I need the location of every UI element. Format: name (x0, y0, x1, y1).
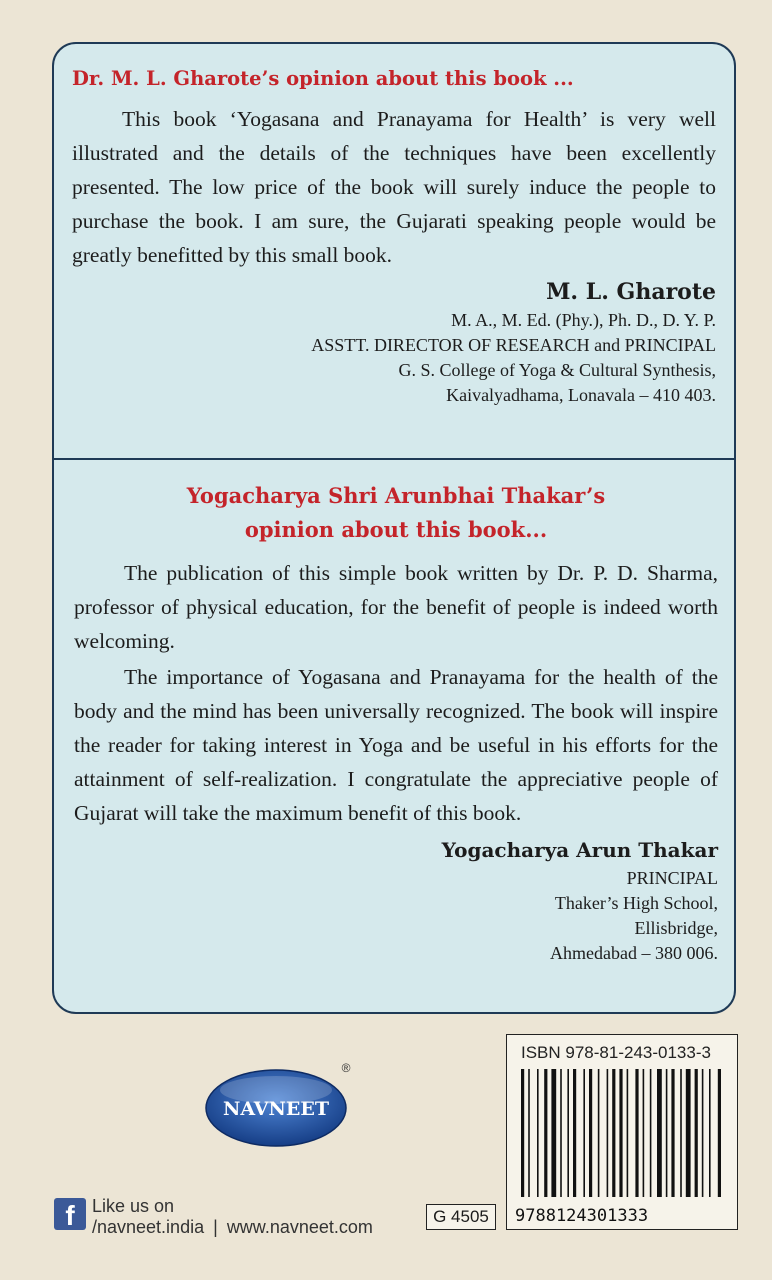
barcode-bar (607, 1069, 609, 1197)
product-code: G 4505 (426, 1204, 496, 1230)
barcode-bar (612, 1069, 615, 1197)
barcode-bar (627, 1069, 629, 1197)
barcode-bar (709, 1069, 711, 1197)
facebook-handle: /navneet.india (92, 1217, 205, 1237)
opinion-gharote-heading: Dr. M. L. Gharote’s opinion about this book ... (72, 67, 574, 90)
like-us-text: Like us on (92, 1196, 175, 1216)
barcode-box (506, 1034, 738, 1230)
thakar-area: Ellisbridge, (634, 918, 718, 938)
opinion-thakar-heading-2: opinion about this book... (244, 517, 548, 542)
barcode-bar (551, 1069, 556, 1197)
barcode-digits: 9788124301333 (515, 1206, 649, 1226)
barcode-bar (657, 1069, 662, 1197)
barcode-bar (521, 1069, 524, 1197)
gharote-title: ASSTT. DIRECTOR OF RESEARCH and PRINCIPAL (311, 335, 716, 355)
website-url: www.navneet.com (226, 1217, 373, 1237)
opinion-gharote-text: This book ‘Yogasana and Pranayama for Health’ is very well illustrated and the details of the techniques have been excellently presented. The low price of the book will surely induce the people to purchase the book. I am sure, the Gujarati speaking people would be greatly benefitted by this small book. (72, 107, 716, 267)
opinions-panel (52, 42, 736, 1014)
thakar-school: Thaker’s High School, (554, 893, 718, 913)
opinion-thakar-heading-1: Yogacharya Shri Arunbhai Thakar’s (186, 483, 606, 508)
thakar-city: Ahmedabad – 380 006. (550, 943, 718, 963)
gharote-credentials: M. A., M. Ed. (Phy.), Ph. D., D. Y. P. (451, 310, 716, 330)
barcode (507, 1069, 739, 1229)
barcode-bar (544, 1069, 547, 1197)
opinion-thakar-text-1: The publication of this simple book written by Dr. P. D. Sharma, professor of physical education, for the benefit of people is indeed worth welcoming. (74, 561, 718, 653)
social-line (54, 1196, 414, 1238)
barcode-bar (560, 1069, 562, 1197)
thakar-title: PRINCIPAL (626, 868, 718, 888)
opinion-thakar (54, 460, 734, 966)
barcode-bar (718, 1069, 721, 1197)
barcode-bar (528, 1069, 530, 1197)
barcode-bar (695, 1069, 698, 1197)
barcode-bar (598, 1069, 600, 1197)
gharote-signature (72, 276, 716, 408)
social-handle-line (92, 1216, 373, 1238)
thakar-signature (74, 834, 718, 966)
isbn-label: ISBN 978-81-243-0133-3 (521, 1043, 711, 1062)
barcode-bar (635, 1069, 638, 1197)
barcode-bar (567, 1069, 569, 1197)
opinion-thakar-text-2: The importance of Yogasana and Pranayama for the health of the body and the mind has been universally recognized. The book will inspire the reader for taking interest in Yoga and be useful in his efforts for the attainment of self-realization. I congratulate the appreciative people of Gujarat will take the maximum benefit of this book. (74, 665, 718, 825)
barcode-bar (643, 1069, 645, 1197)
opinion-gharote (54, 44, 734, 458)
barcode-bar (686, 1069, 691, 1197)
barcode-bar (573, 1069, 576, 1197)
gharote-name: M. L. Gharote (546, 279, 716, 305)
navneet-logo (204, 1060, 354, 1148)
barcode-bar (702, 1069, 704, 1197)
barcode-bar (619, 1069, 622, 1197)
facebook-icon: f (54, 1198, 86, 1230)
barcode-bar (589, 1069, 592, 1197)
barcode-bar (650, 1069, 652, 1197)
barcode-bar (583, 1069, 585, 1197)
separator: | (213, 1217, 218, 1237)
logo-text: NAVNEET (223, 1098, 329, 1120)
barcode-bar (671, 1069, 674, 1197)
barcode-bar (666, 1069, 668, 1197)
barcode-bar (537, 1069, 539, 1197)
registered-mark: ® (341, 1061, 351, 1075)
barcode-bar (680, 1069, 682, 1197)
thakar-name: Yogacharya Arun Thakar (441, 838, 718, 862)
gharote-institution: G. S. College of Yoga & Cultural Synthesis, (398, 360, 716, 380)
gharote-address: Kaivalyadhama, Lonavala – 410 403. (446, 385, 716, 405)
